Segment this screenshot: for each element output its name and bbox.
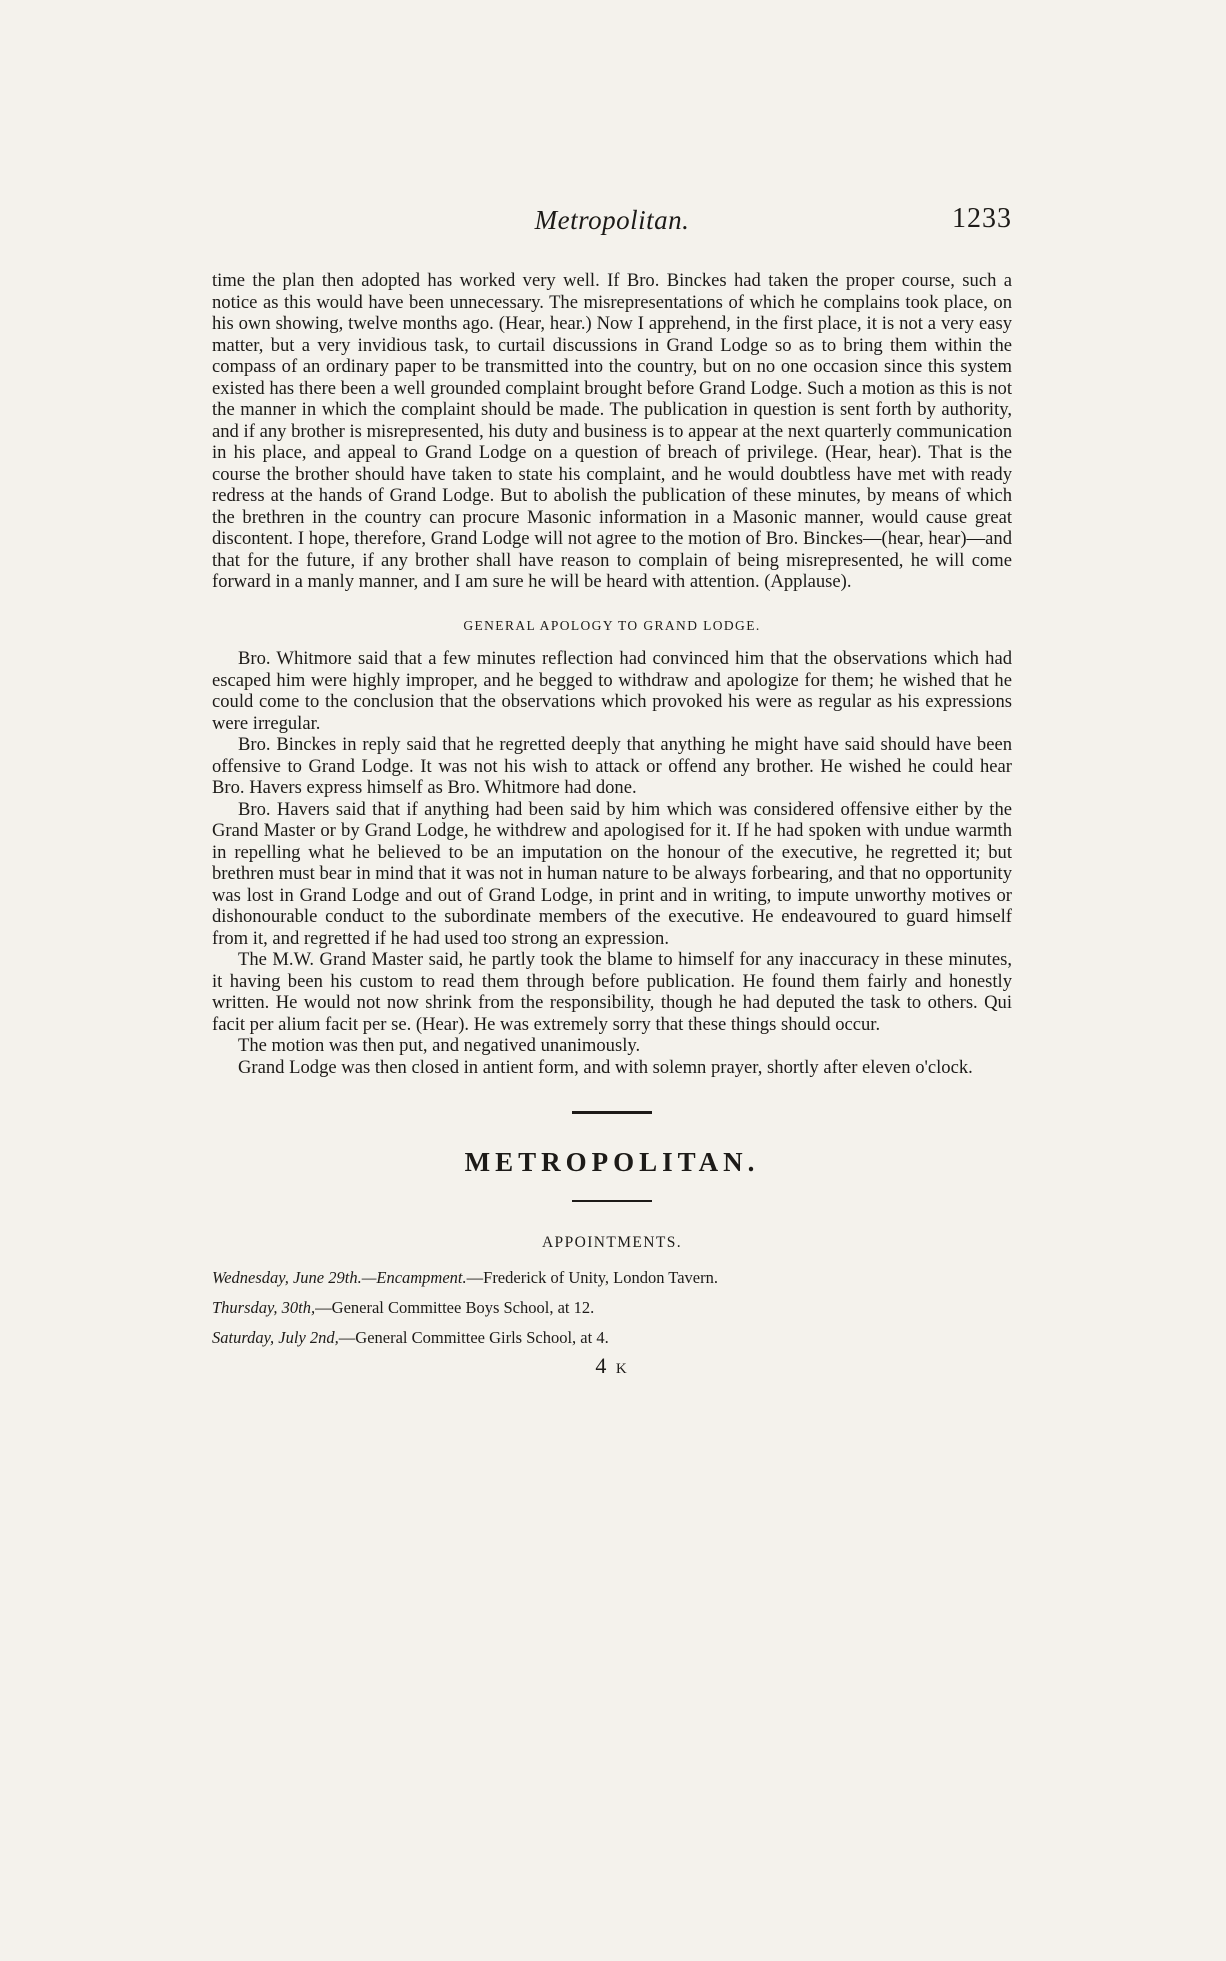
- paragraph-motion: The motion was then put, and negatived unanimously.: [238, 1035, 641, 1056]
- running-title: Metropolitan.: [534, 205, 690, 235]
- paragraph-havers: Bro. Havers said that if anything had been said by him which was considered offensive either by the Grand Master or by Grand Lodge, he withdrew and apologised for it. If he had spoken with undue warmth in repelling what he believed to be an imputation on the honour of the executive, he regretted it; but brethren must bear in mind that it was not in human nature to be always forbearing, and that no opportunity was lost in Grand Lodge and out of Grand Lodge, in print and in writing, to impute unworthy motives or dishonourable conduct to the subordinate members of the executive. He endeavoured to guard himself from it, and regretted if he had used too strong an expression.: [212, 798, 1012, 949]
- running-head: [212, 205, 1012, 245]
- appointment-detail: —General Committee Boys School, at 12.: [315, 1298, 595, 1317]
- signature-mark: [212, 1355, 1012, 1381]
- appointment-detail: —General Committee Girls School, at 4.: [338, 1328, 609, 1347]
- apology-heading: GENERAL APOLOGY TO GRAND LODGE.: [463, 617, 761, 633]
- section-divider: [572, 1111, 652, 1114]
- body-text: [212, 270, 1012, 1381]
- signature-number: 4: [595, 1353, 609, 1378]
- continuing-paragraph: time the plan then adopted has worked very well. If Bro. Binckes had taken the proper course, such a notice as this would have been unnecessary. The misrepresentations of which he complains took place, on his own showing, twelve months ago. (Hear, hear.) Now I apprehend, in the first place, it is not a very easy matter, but a very invidious task, to curtail discussions in Grand Lodge so as to bring them within the compass of an ordinary paper to be transmitted into the country, but on no one occasion since this system existed has there been a well grounded complaint brought before Grand Lodge. Such a motion as this is not the manner in which the complaint should be made. The publication in question is sent forth by authority, and if any brother is misrepresented, his duty and business is to appear at the next quarterly communication in his place, and appeal to Grand Lodge on a question of breach of privilege. (Hear, hear). That is the course the brother should have taken to state his complaint, and he would doubtless have met with ready redress at the hands of Grand Lodge. But to abolish the publication of these minutes, by means of which the brethren in the country can procure Masonic information in a Masonic manner, would cause great discontent. I hope, therefore, Grand Lodge will not agree to the motion of Bro. Binckes—(hear, hear)—and that for the future, if any brother shall have reason to complain of being misrepresented, he will come forward in a manly manner, and I am sure he will be heard with attention. (Applause).: [212, 270, 1012, 592]
- paragraph-binckes: Bro. Binckes in reply said that he regretted deeply that anything he might have said should have been offensive to Grand Lodge. It was not his wish to attack or offend any brother. He wished he could hear Bro. Havers express himself as Bro. Whitmore had done.: [212, 734, 1012, 798]
- paragraph-grand-master: The M.W. Grand Master said, he partly took the blame to himself for any inaccuracy in these minutes, it having been his custom to read them through before publication. He found them fairly and honestly written. He would not now shrink from the responsibility, though he had deputed the task to others. Qui facit per alium facit per se. (Hear). He was extremely sorry that these things should occur.: [212, 949, 1012, 1035]
- appointment-detail: —Frederick of Unity, London Tavern.: [466, 1268, 718, 1287]
- signature-letter: K: [615, 1361, 629, 1377]
- metropolitan-heading: METROPOLITAN.: [464, 1147, 760, 1177]
- appointment-item: [212, 1297, 1012, 1319]
- appointment-item: [212, 1267, 1012, 1289]
- heading-divider: [572, 1200, 652, 1202]
- paragraph-whitmore: Bro. Whitmore said that a few minutes reflection had convinced him that the observations which had escaped him were highly improper, and he begged to withdraw and apologize for them; he wished that he could come to the conclusion that the observations which provoked his were as regular as his expressions were irregular.: [212, 648, 1012, 734]
- page-number: 1233: [952, 203, 1012, 234]
- appointment-date: Wednesday, June 29th.—Encampment.: [212, 1268, 467, 1287]
- appointments-list: [212, 1267, 1012, 1349]
- appointment-date: Saturday, July 2nd,: [212, 1328, 339, 1347]
- paragraph-closing: Grand Lodge was then closed in antient form, and with solemn prayer, shortly after eleven o'clock.: [238, 1056, 973, 1078]
- appointment-item: [212, 1327, 1012, 1349]
- appointment-date: Thursday, 30th,: [212, 1298, 316, 1317]
- appointments-heading: APPOINTMENTS.: [541, 1233, 683, 1251]
